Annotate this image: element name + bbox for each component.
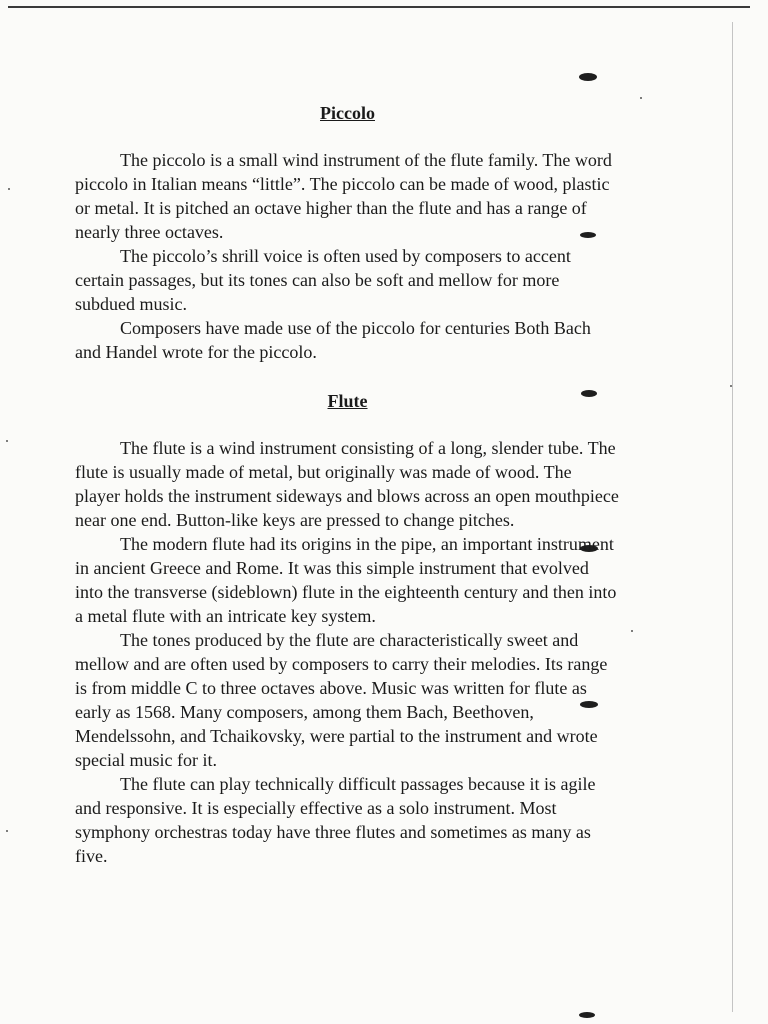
section-heading-piccolo: Piccolo [320,103,375,123]
scan-speck [6,830,8,832]
scan-right-edge [732,22,733,1012]
paragraph: The flute can play technically difficult passages because it is agile and responsive. It is especially effective as a solo instrument. Most symphony orchestras today have three flutes and sometimes as many as five. [75,774,596,866]
paragraph: The flute is a wind instrument consisting of a long, slender tube. The flute is usually made of metal, but originally was made of wood. The player holds the instrument sideways and blows across an open mouthpiece near one end. Button-like keys are pressed to change pitches. [75,438,619,530]
scan-speck [8,188,10,190]
paragraph: Composers have made use of the piccolo for centuries Both Bach and Handel wrote for the piccolo. [75,318,591,362]
scan-speck [631,630,633,632]
section-heading-flute: Flute [327,391,368,411]
paragraph: The modern flute had its origins in the pipe, an important instrument in ancient Greece and Rome. It was this simple instrument that evolved into the transverse (sideblown) flute in the eighteenth century and then into a metal flute with an intricate key system. [75,534,617,626]
piccolo-section [75,100,620,364]
ink-smudge [579,73,597,81]
scan-speck [730,385,732,387]
ink-smudge [579,1012,595,1018]
document-page [75,100,620,868]
scan-top-border [8,6,750,8]
paragraph: The tones produced by the flute are characteristically sweet and mellow and are often used by composers to carry their melodies. Its range is from middle C to three octaves above. Music was written for flute as early as 1568. Many composers, among them Bach, Beethoven, Mendelssohn, and Tchaikovsky, were partial to the instrument and wrote special music for it. [75,630,608,770]
paragraph: The piccolo is a small wind instrument of the flute family. The word piccolo in Italian means “little”. The piccolo can be made of wood, plastic or metal. It is pitched an octave higher than the flute and has a range of nearly three octaves. [75,150,612,242]
flute-section [75,388,620,868]
scan-speck [640,97,642,99]
scan-speck [6,440,8,442]
paragraph: The piccolo’s shrill voice is often used by composers to accent certain passages, but its tones can also be soft and mellow for more subdued music. [75,246,571,314]
